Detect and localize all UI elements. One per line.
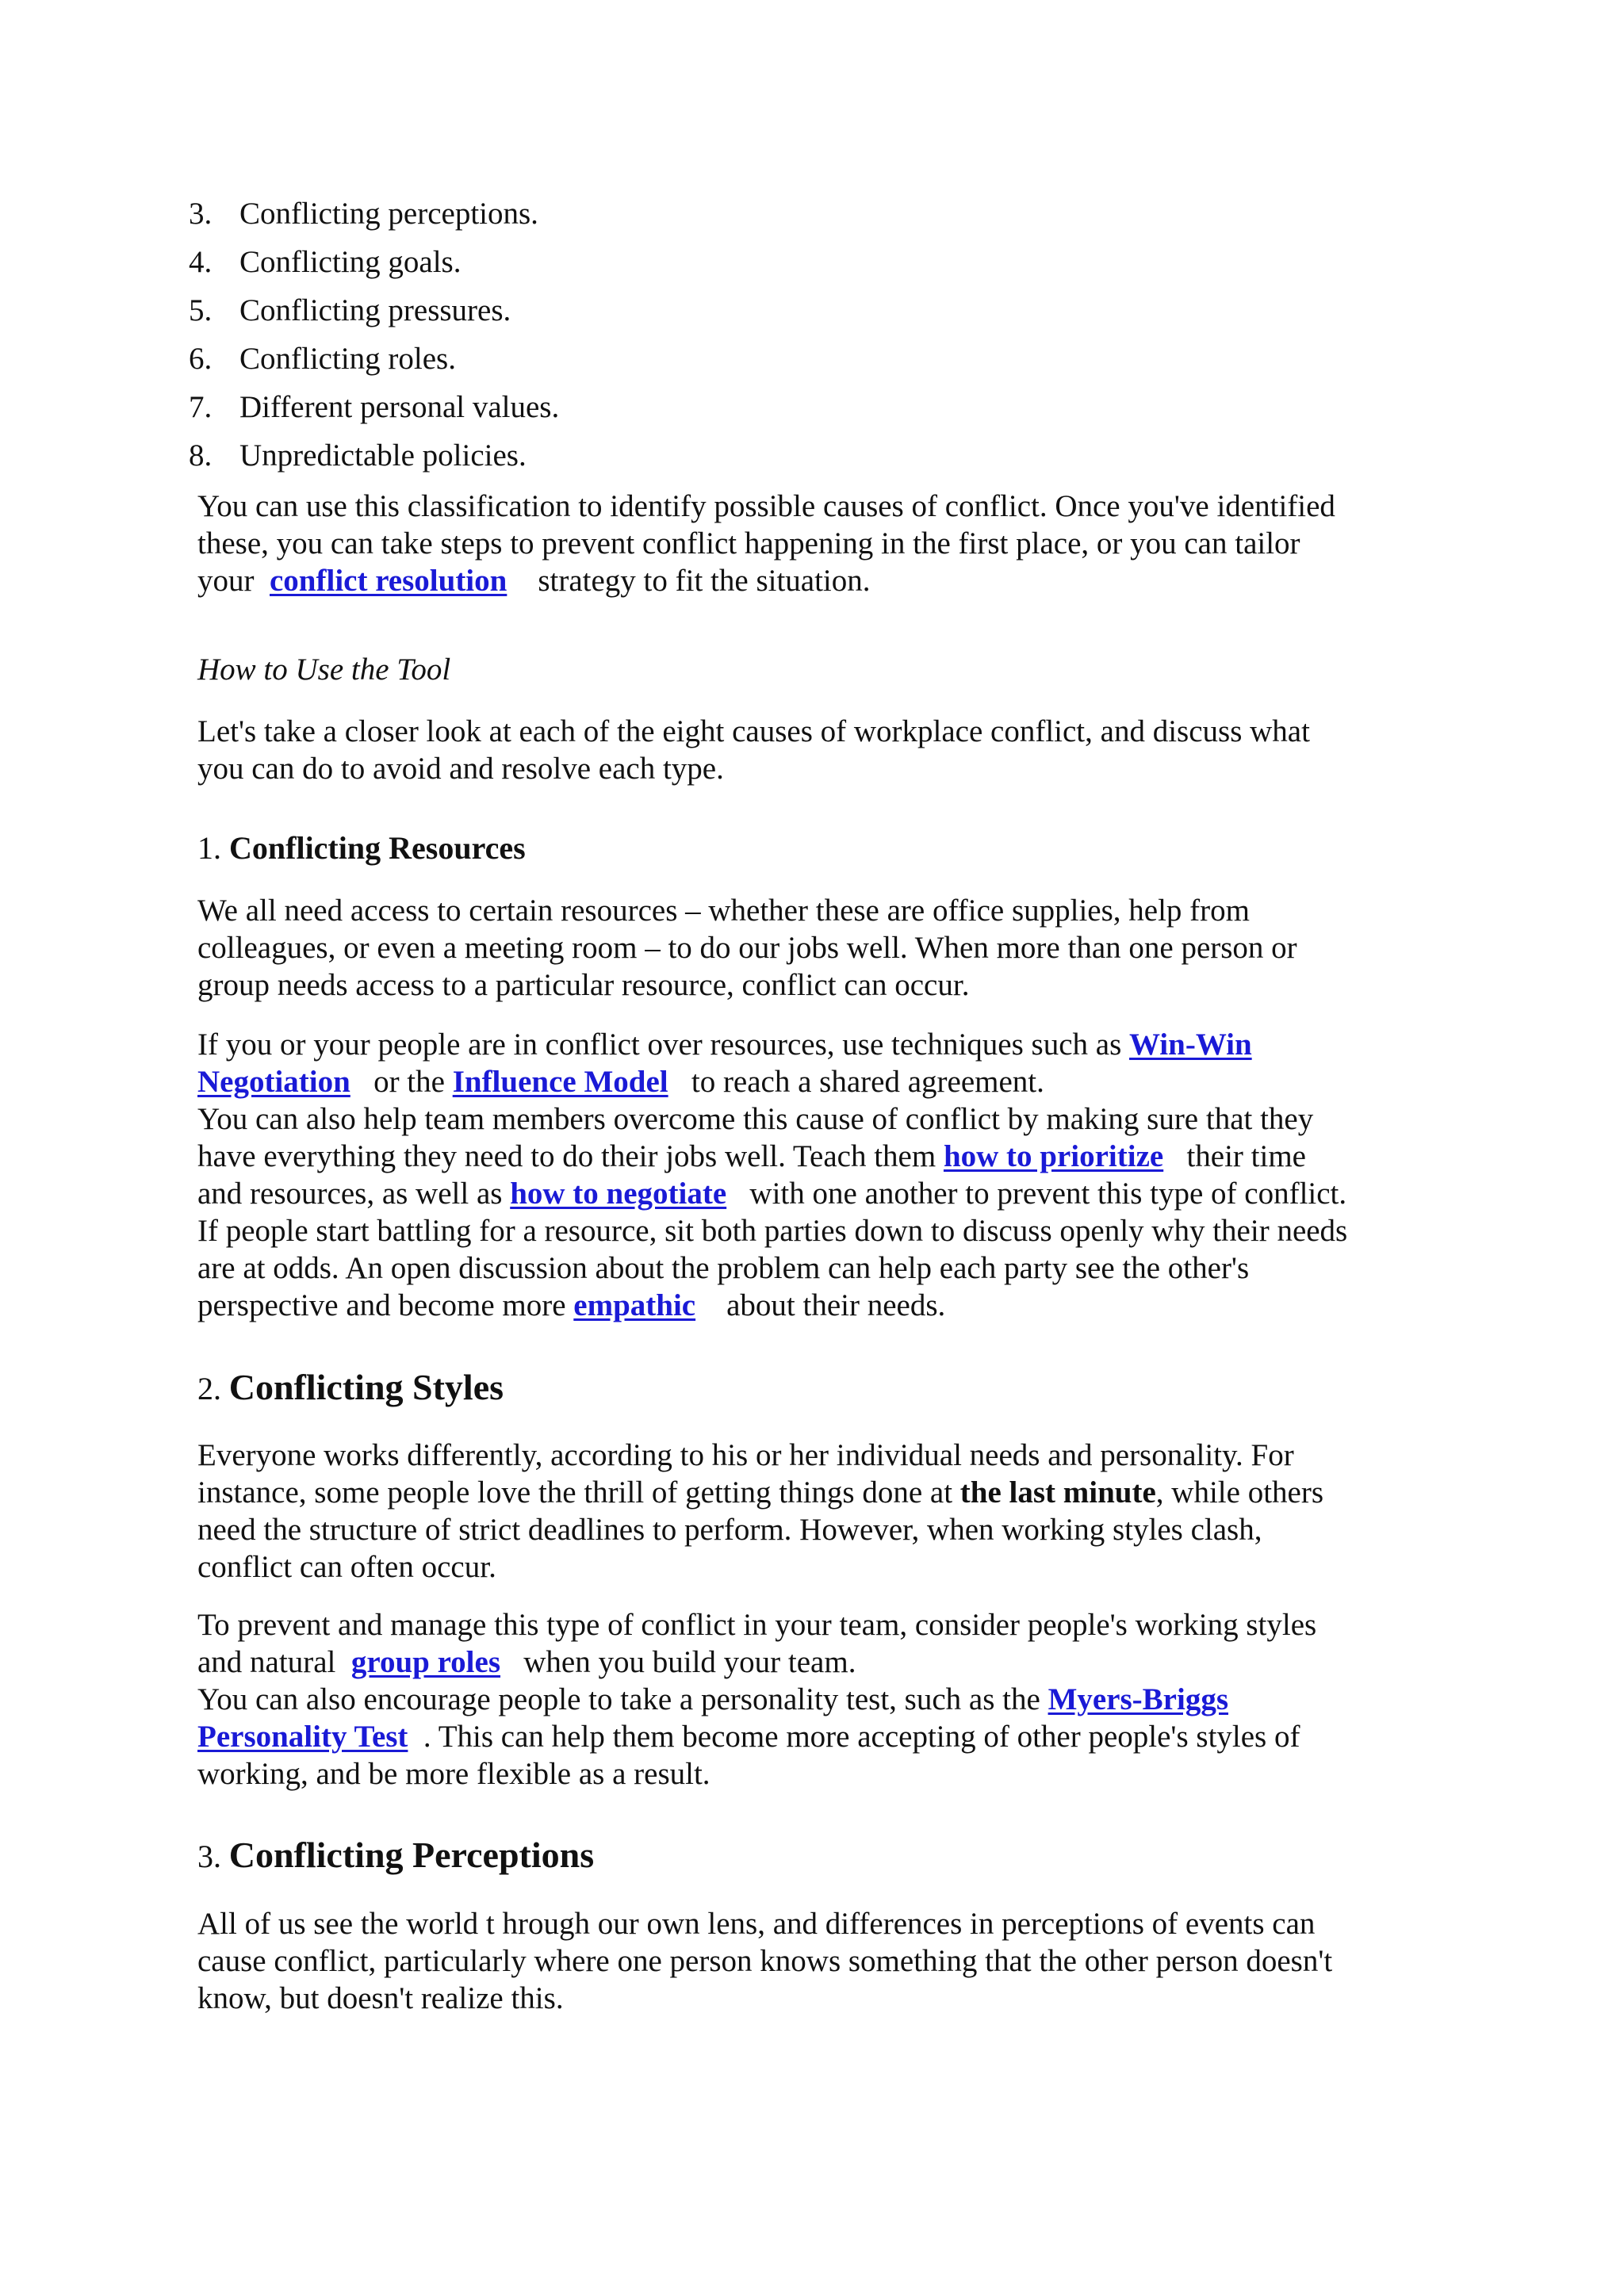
how-to-prioritize-link[interactable]: how to prioritize <box>943 1139 1164 1173</box>
list-item: 8. Unpredictable policies. <box>189 438 527 473</box>
empathic-link[interactable]: empathic <box>573 1288 696 1322</box>
conflict-resolution-link[interactable]: conflict resolution <box>270 564 508 598</box>
list-item: 4. Conflicting goals. <box>189 245 462 279</box>
myers-briggs-link[interactable]: Myers-Briggs <box>1048 1682 1228 1716</box>
list-item: 5. Conflicting pressures. <box>189 293 511 327</box>
list-item: 6. Conflicting roles. <box>189 342 456 376</box>
how-to-use-heading: How to Use the Tool <box>197 652 451 687</box>
section-heading-conflicting-styles: 2. Conflicting Styles <box>197 1367 504 1407</box>
group-roles-link[interactable]: group roles <box>350 1645 501 1679</box>
list-item: 7. Different personal values. <box>189 390 560 424</box>
perceptions-paragraph-1: All of us see the world t hrough our own lens, and differences in perceptions of events can cause conflict, particularly where one person knows something that the other person doesn't know, but doesn't realize this. <box>197 1907 1333 2015</box>
styles-paragraph-1: Everyone works differently, according to his or her individual needs and personality. For instance, some people love the thrill of getting things done at the last minute, while others need the structure of strict deadlines to perform. However, when working styles clash, conflict can often occur. <box>197 1438 1324 1584</box>
influence-model-link[interactable]: Influence Model <box>452 1065 668 1099</box>
section-heading-conflicting-resources: 1. Conflicting Resources <box>197 830 526 866</box>
resources-paragraph-2: If you or your people are in conflict over resources, use techniques such as Win-Win Negotiation or the Influence Model to reach a shared agreement. You can also help team members overcome this cause of conflict by making sure that they have everything they need to do their jobs well. Teach them how to prioritize their time and resources, as well as how to negotiate with one another to prevent this type of conflict. If people start battling for a resource, sit both parties down to discuss openly why their needs are at odds. An open discussion about the problem can help each party see the other's perspective and become more empathic about their needs. <box>197 1027 1348 1322</box>
resources-paragraph-1: We all need access to certain resources – whether these are office supplies, help from colleagues, or even a meeting room – to do our jobs well. When more than one person or group needs access to a particular resource, conflict can occur. <box>197 894 1297 1002</box>
win-win-negotiation-link[interactable]: Win-Win <box>1129 1027 1252 1062</box>
intro-paragraph: You can use this classification to identify possible causes of conflict. Once you've identified these, you can take steps to prevent conflict happening in the first place, or you can tailor your conflict resolution strategy to fit the situation. <box>197 489 1335 598</box>
how-to-use-paragraph: Let's take a closer look at each of the eight causes of workplace conflict, and discuss what you can do to avoid and resolve each type. <box>197 714 1310 786</box>
myers-briggs-link-continued[interactable]: Personality Test <box>197 1720 408 1754</box>
section-heading-conflicting-perceptions: 3. Conflicting Perceptions <box>197 1835 595 1875</box>
styles-paragraph-2: To prevent and manage this type of conflict in your team, consider people's working styles and natural group roles when you build your team. You can also encourage people to take a personality test, such as the Myers-Briggs Personality Test . This can help them become more accepting of other people's styles of working, and be more flexible as a result. <box>197 1608 1317 1791</box>
list-item: 3. Conflicting perceptions. <box>189 197 538 231</box>
causes-list <box>189 195 559 485</box>
win-win-negotiation-link-continued[interactable]: Negotiation <box>197 1065 350 1099</box>
how-to-negotiate-link[interactable]: how to negotiate <box>510 1177 727 1211</box>
